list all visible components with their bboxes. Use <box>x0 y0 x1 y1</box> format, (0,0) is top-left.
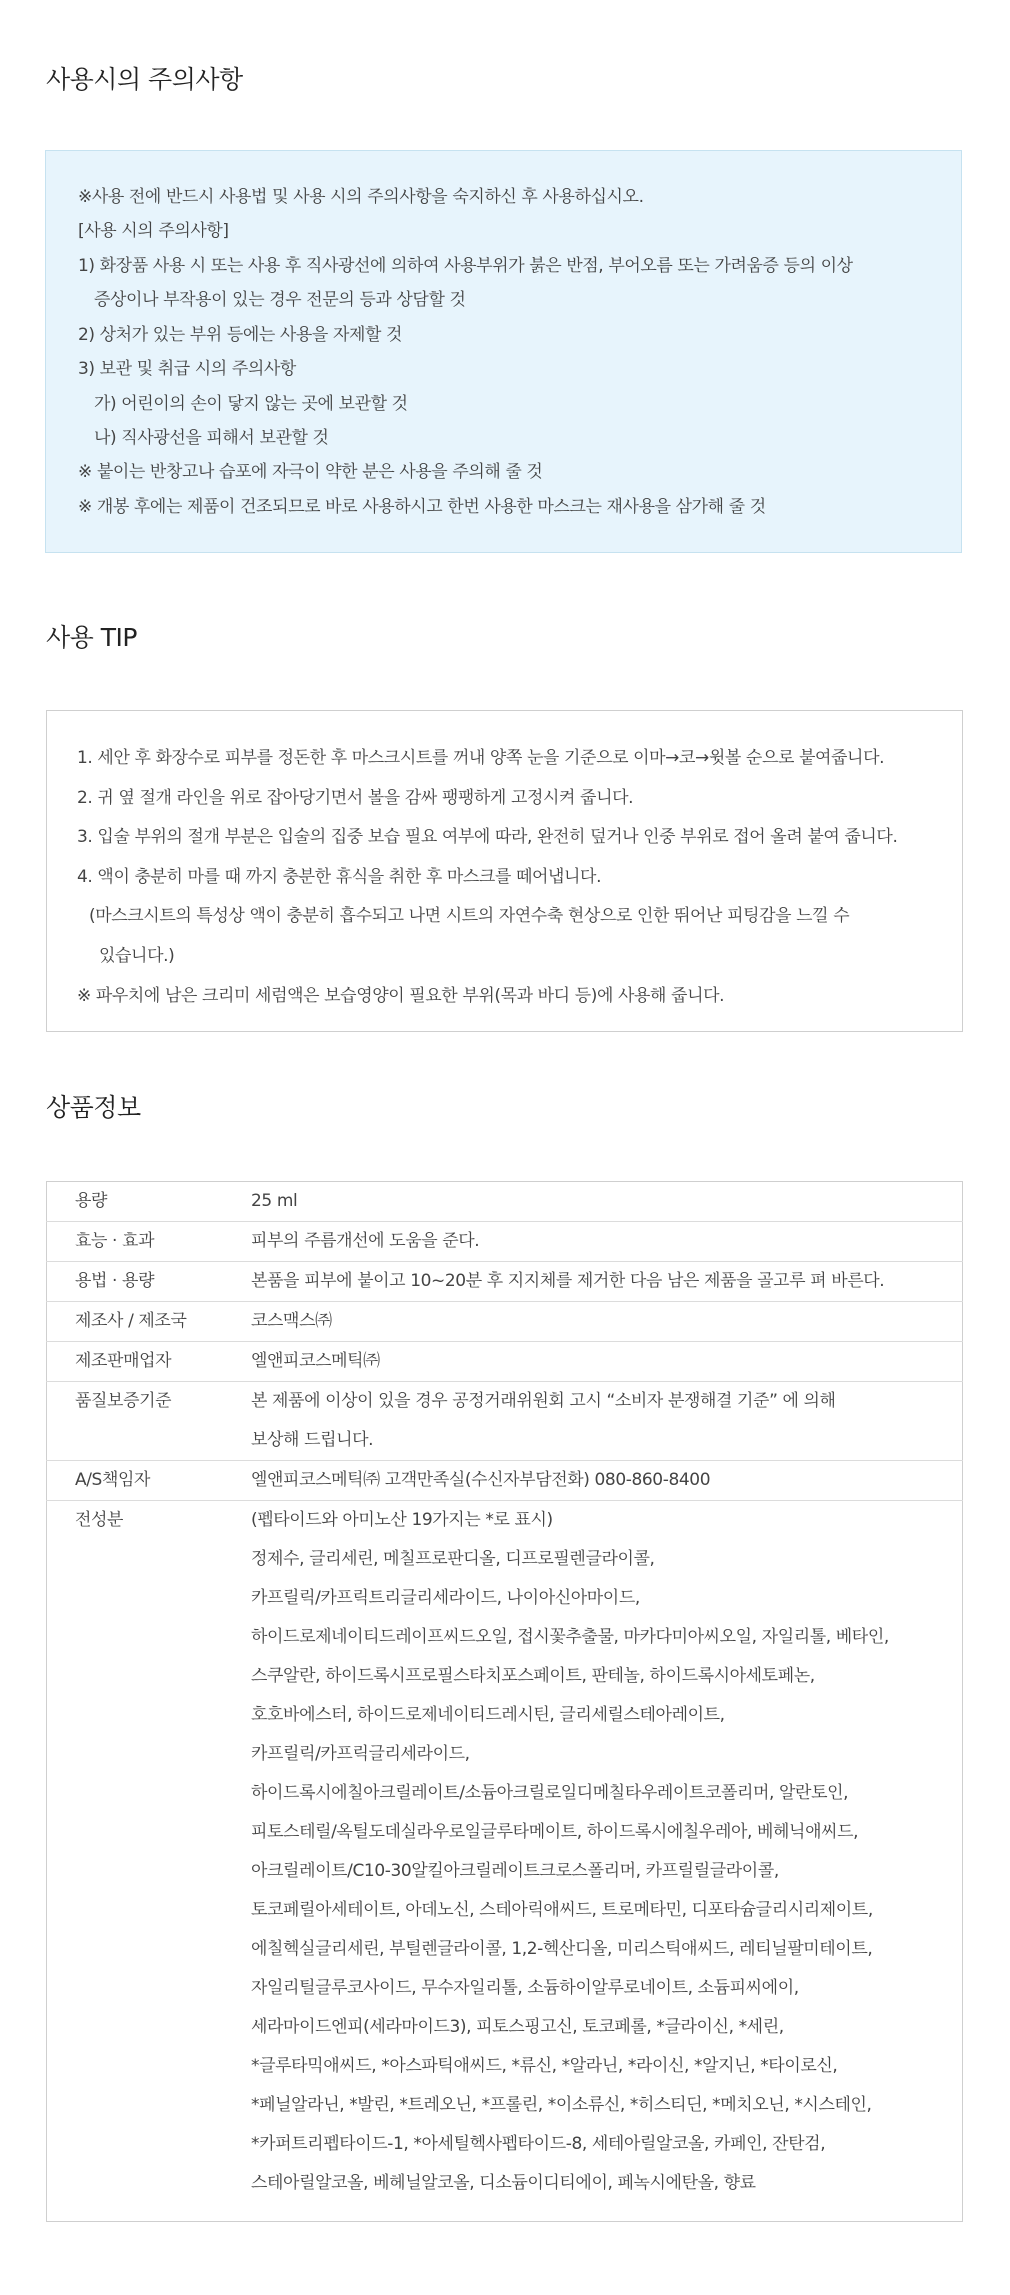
info-key: 품질보증기준 <box>47 1382 252 1461</box>
table-row <box>47 1262 963 1302</box>
ingredient-line: 하이드로제네이티드레이프씨드오일, 접시꽃추출물, 마카다미아씨오일, 자일리톨, 베타인, <box>251 1627 889 1647</box>
info-value <box>251 1382 963 1461</box>
ingredient-line: 스테아릴알코올, 베헤닐알코올, 디소듐이디티에이, 페녹시에탄올, 향료 <box>251 2173 756 2193</box>
caution-line: 나) 직사광선을 피해서 보관할 것 <box>94 428 329 448</box>
table-row <box>47 1222 963 1262</box>
ingredient-line: 하이드록시에칠아크릴레이트/소듐아크릴로일디메칠타우레이트코폴리머, 알란토인, <box>251 1783 849 1803</box>
ingredient-line: 에칠헥실글리세린, 부틸렌글라이콜, 1,2-헥산디올, 미리스틱애씨드, 레티닐팔미테이트, <box>251 1939 873 1959</box>
tip-line: (마스크시트의 특성상 액이 충분히 흡수되고 나면 시트의 자연수축 현상으로 인한 뛰어난 피팅감을 느낄 수 <box>89 906 850 926</box>
info-value: 25 ml <box>251 1191 298 1211</box>
info-key: 전성분 <box>47 1501 252 2222</box>
table-row <box>47 1342 963 1382</box>
tip-line: 있습니다.) <box>99 946 175 966</box>
tip-box <box>46 710 963 1032</box>
caution-section-title: 사용시의 주의사항 <box>46 65 243 94</box>
info-value: 엘앤피코스메틱㈜ 고객만족실(수신자부담전화) 080-860-8400 <box>251 1461 963 1501</box>
caution-line: 3) 보관 및 취급 시의 주의사항 <box>78 359 296 379</box>
caution-line: [사용 시의 주의사항] <box>78 221 229 241</box>
table-row <box>47 1382 963 1461</box>
ingredients-list <box>251 1501 963 2222</box>
table-row <box>47 1501 963 2222</box>
ingredient-line: 토코페릴아세테이트, 아데노신, 스테아릭애씨드, 트로메타민, 디포타슘글리시리제이트, <box>251 1900 873 1920</box>
table-row <box>47 1182 963 1222</box>
info-key: 용법 · 용량 <box>47 1262 252 1302</box>
info-value: 엘앤피코스메틱㈜ <box>251 1342 963 1382</box>
ingredient-line: (펩타이드와 아미노산 19가지는 *로 표시) <box>251 1510 553 1530</box>
info-section-title: 상품정보 <box>46 1093 141 1122</box>
caution-line: ※ 개봉 후에는 제품이 건조되므로 바로 사용하시고 한번 사용한 마스크는 재사용을 삼가해 줄 것 <box>78 497 766 517</box>
ingredient-line: 아크릴레이트/C10-30알킬아크릴레이트크로스폴리머, 카프릴릴글라이콜, <box>251 1861 779 1881</box>
info-key: 효능 · 효과 <box>47 1222 252 1262</box>
caution-line: 가) 어린이의 손이 닿지 않는 곳에 보관할 것 <box>94 394 408 414</box>
info-value: 피부의 주름개선에 도움을 준다. <box>251 1222 963 1262</box>
tip-line: 4. 액이 충분히 마를 때 까지 충분한 휴식을 취한 후 마스크를 떼어냅니다. <box>77 867 602 887</box>
caution-box <box>45 150 962 553</box>
ingredient-line: 카프릴릭/카프릭트리글리세라이드, 나이아신아마이드, <box>251 1588 640 1608</box>
tip-line: 1. 세안 후 화장수로 피부를 정돈한 후 마스크시트를 꺼내 양쪽 눈을 기준으로 이마→코→윗볼 순으로 붙여줍니다. <box>77 748 885 768</box>
info-key: A/S책임자 <box>47 1461 252 1501</box>
table-row <box>47 1461 963 1501</box>
ingredient-line: 자일리틸글루코사이드, 무수자일리톨, 소듐하이알루로네이트, 소듐피씨에이, <box>251 1978 799 1998</box>
ingredient-line: 카프릴릭/카프릭글리세라이드, <box>251 1744 470 1764</box>
ingredient-line: *페닐알라닌, *발린, *트레오닌, *프롤린, *이소류신, *히스티딘, *메치오닌, *시스테인, <box>251 2095 872 2115</box>
info-value: 본품을 피부에 붙이고 10~20분 후 지지체를 제거한 다음 남은 제품을 골고루 펴 바른다. <box>251 1262 963 1302</box>
info-value: 코스맥스㈜ <box>251 1302 963 1342</box>
caution-line: ※사용 전에 반드시 사용법 및 사용 시의 주의사항을 숙지하신 후 사용하십시오. <box>78 187 644 207</box>
tip-line: 2. 귀 옆 절개 라인을 위로 잡아당기면서 볼을 감싸 팽팽하게 고정시켜 줍니다. <box>77 788 634 808</box>
ingredient-line: *카퍼트리펩타이드-1, *아세틸헥사펩타이드-8, 세테아릴알코올, 카페인, 잔탄검, <box>251 2134 826 2154</box>
ingredient-line: *글루타믹애씨드, *아스파틱애씨드, *류신, *알라닌, *라이신, *알지닌, *타이로신, <box>251 2056 838 2076</box>
caution-line: 증상이나 부작용이 있는 경우 전문의 등과 상담할 것 <box>94 290 466 310</box>
ingredient-line: 세라마이드엔피(세라마이드3), 피토스핑고신, 토코페롤, *글라이신, *세린, <box>251 2017 784 2037</box>
ingredient-line: 피토스테릴/옥틸도데실라우로일글루타메이트, 하이드록시에칠우레아, 베헤닉애씨드, <box>251 1822 859 1842</box>
caution-line: 2) 상처가 있는 부위 등에는 사용을 자제할 것 <box>78 325 403 345</box>
ingredient-line: 호호바에스터, 하이드로제네이티드레시틴, 글리세릴스테아레이트, <box>251 1705 725 1725</box>
tip-line: 3. 입술 부위의 절개 부분은 입술의 집중 보습 필요 여부에 따라, 완전히 덮거나 인중 부위로 접어 올려 붙여 줍니다. <box>77 827 898 847</box>
info-key: 용량 <box>75 1191 108 1211</box>
info-value-line: 본 제품에 이상이 있을 경우 공정거래위원회 고시 “소비자 분쟁해결 기준” 에 의해 <box>251 1391 836 1411</box>
info-key: 제조사 / 제조국 <box>47 1302 252 1342</box>
table-row <box>47 1302 963 1342</box>
product-info-table <box>46 1181 963 2222</box>
caution-line: ※ 붙이는 반창고나 습포에 자극이 약한 분은 사용을 주의해 줄 것 <box>78 462 543 482</box>
tip-section-title: 사용 TIP <box>46 623 137 652</box>
info-value-line: 보상해 드립니다. <box>251 1430 374 1450</box>
info-key: 제조판매업자 <box>47 1342 252 1382</box>
ingredient-line: 스쿠알란, 하이드록시프로필스타치포스페이트, 판테놀, 하이드록시아세토페논, <box>251 1666 815 1686</box>
caution-line: 1) 화장품 사용 시 또는 사용 후 직사광선에 의하여 사용부위가 붉은 반점, 부어오름 또는 가려움증 등의 이상 <box>78 256 853 276</box>
ingredient-line: 정제수, 글리세린, 메칠프로판디올, 디프로필렌글라이콜, <box>251 1549 655 1569</box>
tip-line: ※ 파우치에 남은 크리미 세럼액은 보습영양이 필요한 부위(목과 바디 등)에 사용해 줍니다. <box>77 986 725 1006</box>
